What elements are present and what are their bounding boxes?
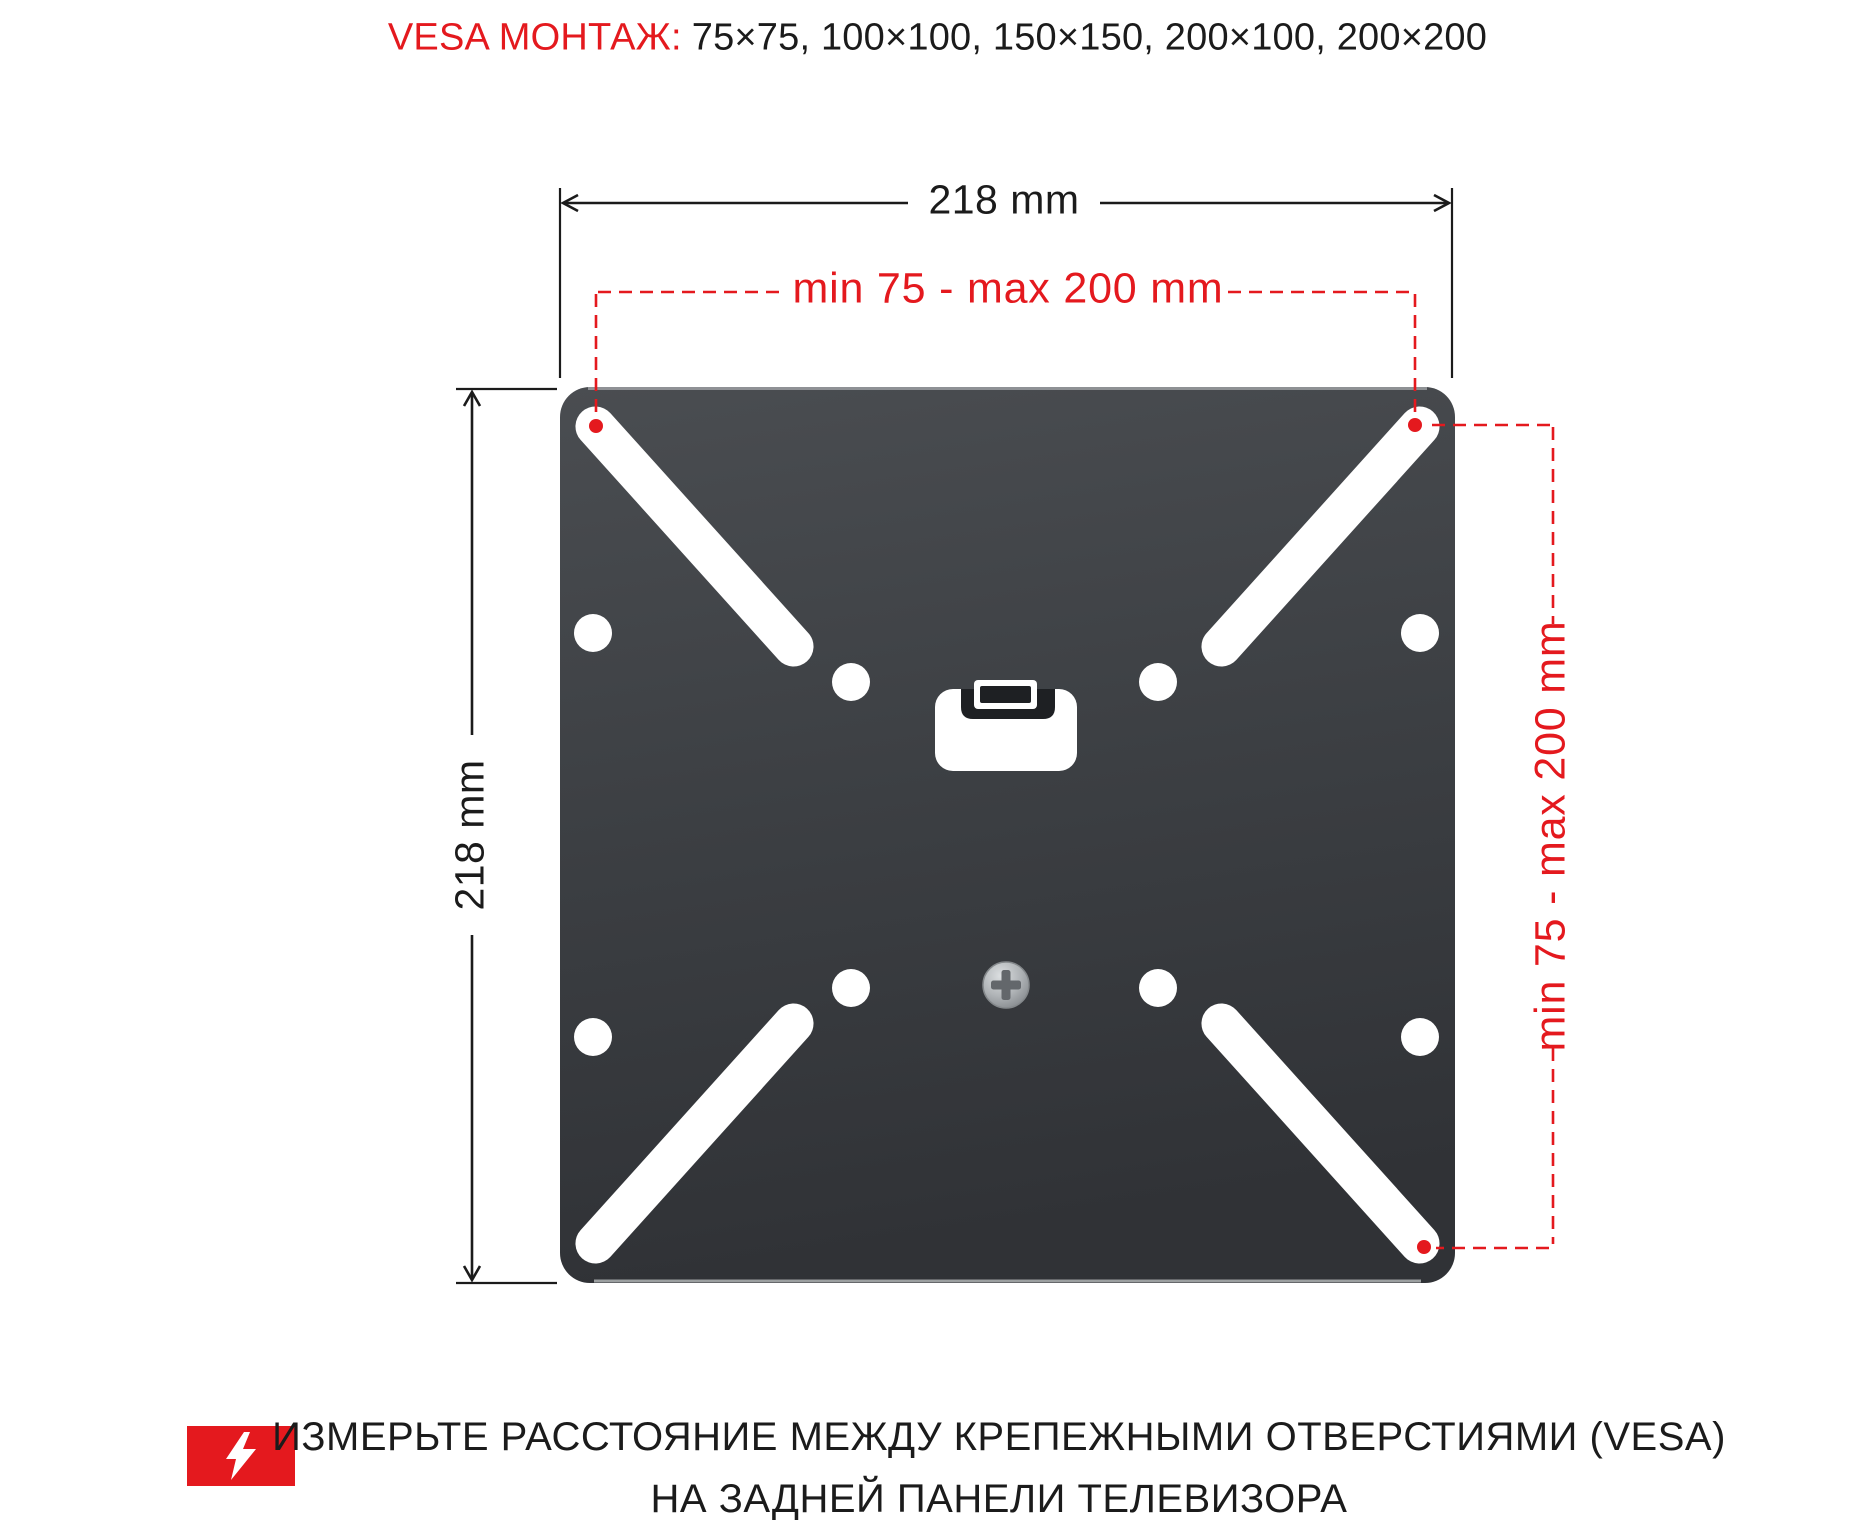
width-dimension-label: 218 mm xyxy=(928,176,1080,223)
hole-marker-dot xyxy=(589,419,603,433)
warning-text-line1: ИЗМЕРЬТЕ РАССТОЯНИЕ МЕЖДУ КРЕПЕЖНЫМИ ОТВЕРСТИЯМИ (VESA) xyxy=(272,1415,1726,1459)
hole-marker-dot xyxy=(1417,1240,1431,1254)
title-vesa-sizes: 75×75, 100×100, 150×150, 200×100, 200×200 xyxy=(691,16,1488,59)
vesa-range-right-label: min 75 - max 200 mm xyxy=(1526,620,1575,1052)
warning-note xyxy=(272,1406,1726,1530)
warning-text-line2: НА ЗАДНЕЙ ПАНЕЛИ ТЕЛЕВИЗОРА xyxy=(650,1477,1348,1521)
title-vesa-label: VESA МОНТАЖ: xyxy=(387,16,682,59)
hole-marker-dot xyxy=(1408,418,1422,432)
lightning-bolt-icon xyxy=(224,1432,258,1480)
vesa-range-top-label: min 75 - max 200 mm xyxy=(792,264,1224,313)
height-dimension-label: 218 mm xyxy=(446,759,493,911)
